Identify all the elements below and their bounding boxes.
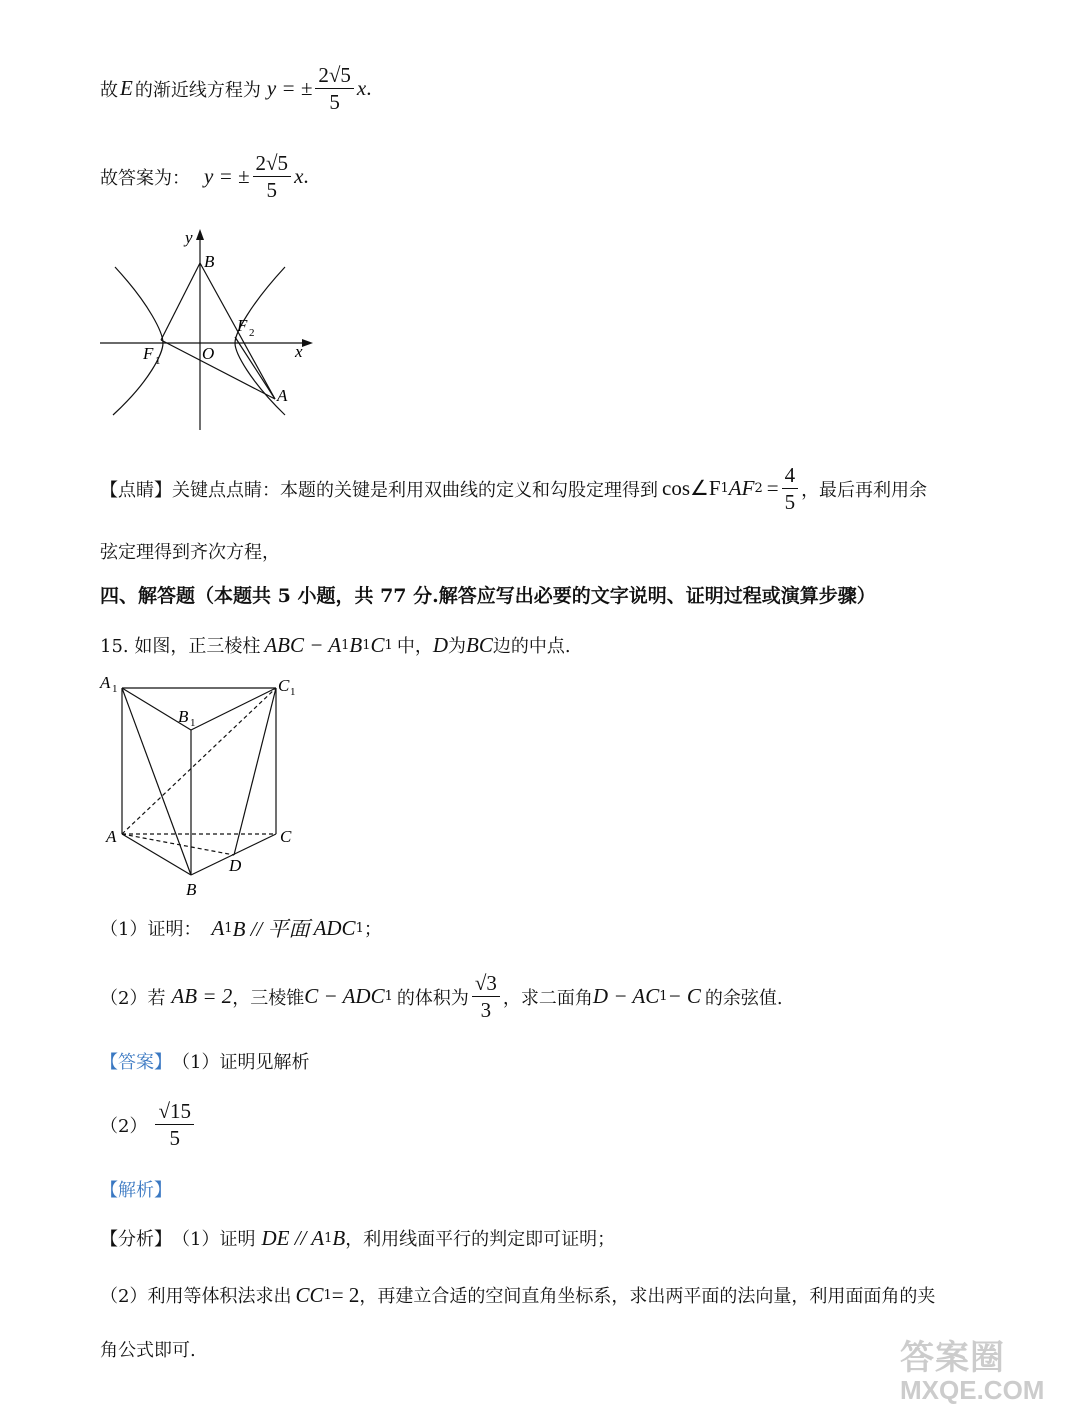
label-F2-sub: 2 (249, 327, 255, 339)
dianjing-line-2: 弦定理得到齐次方程， (100, 542, 280, 563)
label-C1-sub: 1 (290, 686, 296, 698)
label-B: B (186, 880, 197, 899)
part-2: （2）若 AB = 2 ，三棱锥 C − ADC 1 的体积为 $\frac{√3}{3}$ ，求二面角 D − AC 1 − C 的余弦值. (100, 971, 783, 1022)
question-15: 15. 如图，正三棱柱 ABC − A 1 B 1 C 1 中， D 为 BC 边的中点. (100, 632, 571, 657)
dianjing-line: 【点睛】 关键点点睛：本题的关键是利用双曲线的定义和勾股定理得到 cos∠F 1 AF 2 = $\frac{4}{5}$ ，最后再利用余 (100, 463, 928, 514)
fraction: $\frac{2√5}{5}$ (253, 150, 292, 203)
hyperbola-figure (95, 225, 325, 435)
label-F1: F (143, 344, 154, 363)
fenxi-line-1: 【分析】 （1）证明 DE // A 1 B ，利用线面平行的判定即可证明； (100, 1225, 616, 1250)
section-title: 四、解答题（本题共 5 小题，共 77 分.解答应写出必要的文字说明、证明过程或演算步骤） (100, 585, 876, 607)
fraction: $\frac{√3}{3}$ (472, 970, 500, 1023)
label-F2: F (237, 316, 248, 335)
prism-figure (98, 670, 328, 900)
answer-line: 故答案为： y = ± $\frac{2√5}{5}$ x . (100, 151, 309, 202)
label-F1-sub: 1 (155, 355, 161, 367)
label-A1-sub: 1 (112, 683, 118, 695)
label-O: O (202, 344, 215, 363)
label-x: x (295, 342, 303, 361)
label-A: A (277, 386, 288, 405)
answer-2: （2） $\frac{√15}{5}$ (100, 1098, 197, 1151)
label-y: y (185, 228, 193, 247)
fraction: $\frac{2√5}{5}$ (315, 62, 354, 115)
label-A: A (106, 827, 117, 846)
label-B: B (204, 252, 215, 271)
label-A1: A (100, 673, 111, 692)
label-B1-sub: 1 (190, 717, 196, 729)
label-D: D (229, 856, 242, 875)
fraction: $\frac{4}{5}$ (782, 462, 799, 515)
jiexi-label: 【解析】 (100, 1180, 172, 1201)
label-C1: C (278, 676, 290, 695)
answer-block: 【答案】 （1）证明见解析 (100, 1052, 310, 1073)
asymptote-line: 故 E 的渐近线方程为 y = ± $\frac{2√5}{5}$ x . (100, 63, 372, 114)
label-C: C (280, 827, 292, 846)
part-1: （1）证明： A 1 B // 平面 ADC 1 ； (100, 915, 382, 941)
watermark: 答案圈 MXQE.COM (900, 1339, 1045, 1405)
label-B1: B (178, 707, 189, 726)
fenxi-line-3: 角公式即可. (100, 1340, 196, 1361)
fraction: $\frac{√15}{5}$ (155, 1098, 194, 1151)
fenxi-line-2: （2）利用等体积法求出 CC 1 = 2 ，再建立合适的空间直角坐标系，求出两平面的法向量，利用面面角的夹 (100, 1282, 936, 1307)
